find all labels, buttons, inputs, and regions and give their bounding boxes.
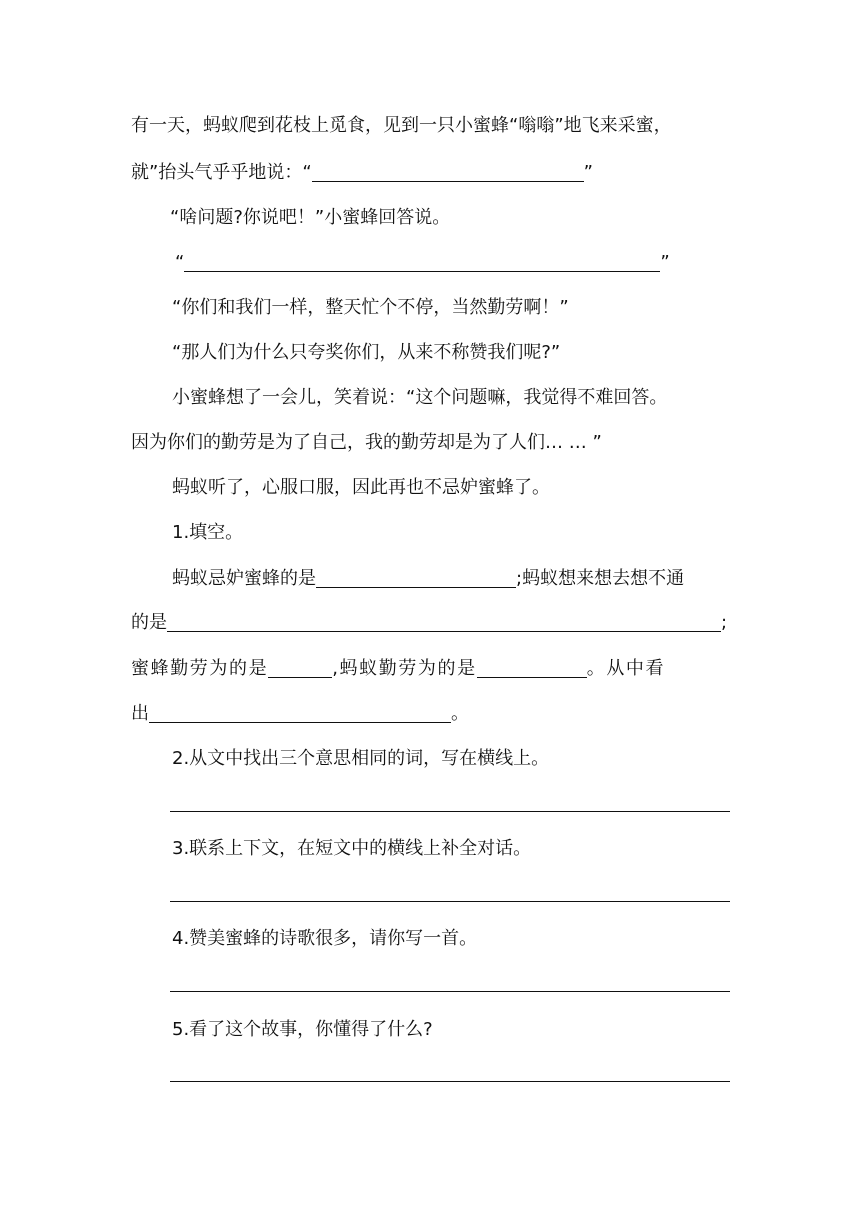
answer-blank-q1-4[interactable]	[477, 657, 587, 678]
story-line-2: 就”抬头气乎乎地说：“ ”	[131, 162, 593, 183]
story-line-1: 有一天，蚂蚁爬到花枝上觅食，见到一只小蜜蜂“嗡嗡”地飞来采蜜，	[131, 115, 672, 136]
answer-blank-q1-5[interactable]	[149, 702, 451, 723]
answer-line-q4[interactable]	[170, 991, 730, 992]
answer-line-q3[interactable]	[170, 901, 730, 902]
question-4-title: 4.赞美蜜蜂的诗歌很多，请你写一首。	[172, 928, 478, 949]
story-line-4: “ ”	[175, 252, 670, 273]
answer-line-q5[interactable]	[170, 1081, 730, 1082]
answer-blank-q1-2[interactable]	[167, 611, 721, 632]
question-1-title: 1.填空。	[172, 522, 244, 543]
question-1-line-a: 蚂蚁忌妒蜜蜂的是 ;蚂蚁想来想去想不通	[172, 568, 685, 589]
question-1-line-b: 的是 ;	[131, 612, 728, 633]
answer-blank-ant-question[interactable]	[312, 161, 584, 182]
answer-line-q2[interactable]	[170, 811, 730, 812]
answer-blank-q1-1[interactable]	[316, 567, 516, 588]
story-line-5: “你们和我们一样，整天忙个不停，当然勤劳啊！”	[172, 297, 569, 318]
question-5-title: 5.看了这个故事，你懂得了什么?	[172, 1019, 433, 1040]
question-3-title: 3.联系上下文，在短文中的横线上补全对话。	[172, 838, 532, 859]
answer-blank-ant-dialogue[interactable]	[184, 251, 660, 272]
question-1-line-c: 蜜蜂勤劳为的是 ,蚂蚁勤劳为的是 。从中看	[131, 658, 666, 679]
story-line-8: 因为你们的勤劳是为了自己，我的勤劳却是为了人们… … ”	[131, 432, 602, 453]
story-line-3: “啥问题?你说吧！”小蜜蜂回答说。	[170, 207, 451, 228]
story-line-9: 蚂蚁听了，心服口服，因此再也不忌妒蜜蜂了。	[172, 477, 550, 498]
story-line-6: “那人们为什么只夸奖你们，从来不称赞我们呢?”	[172, 342, 561, 363]
answer-blank-q1-3[interactable]	[268, 657, 332, 678]
question-1-line-d: 出 。	[131, 703, 469, 724]
question-2-title: 2.从文中找出三个意思相同的词，写在横线上。	[172, 748, 550, 769]
story-line-7: 小蜜蜂想了一会儿，笑着说：“这个问题嘛，我觉得不难回答。	[172, 387, 668, 408]
